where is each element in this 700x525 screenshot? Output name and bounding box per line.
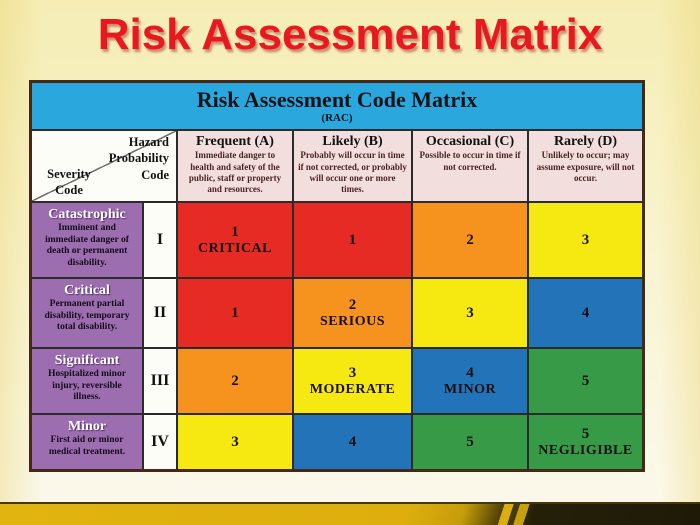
risk-cell-II-rarely: [529, 279, 642, 347]
column-header-description: Possible to occur in time if not corrected.: [419, 150, 521, 172]
severity-description: Hospitalized minor injury, reversible illness.: [48, 369, 126, 403]
column-header-label: Frequent (A): [196, 134, 274, 149]
row-header-minor: [32, 415, 142, 469]
table-subtitle: (RAC): [321, 111, 353, 124]
risk-cell-IV-frequent: [178, 415, 292, 469]
column-header-description: Probably will occur in time if not corrected, or probably will occur one or more times.: [298, 150, 407, 195]
risk-cell-III-occasional: [413, 349, 527, 413]
risk-cell-I-rarely: [529, 203, 642, 277]
risk-value: 2: [231, 373, 239, 389]
risk-cell-II-likely: [294, 279, 411, 347]
column-header-description: Immediate danger to health and safety of the public, staff or property and resources.: [188, 150, 282, 195]
risk-value: 2: [466, 232, 474, 248]
risk-value: 1: [348, 232, 357, 248]
corner-header-cell: [32, 131, 176, 201]
risk-value: 5: [581, 373, 590, 389]
table-title: Risk Assessment Code Matrix: [196, 87, 478, 113]
hazard-probability-code-label: Hazard Probability Code: [108, 135, 169, 182]
severity-description: Permanent partial disability, temporary total disability.: [44, 299, 130, 333]
risk-value: 1: [231, 305, 239, 321]
risk-cell-III-likely: [294, 349, 411, 413]
risk-value: 2: [348, 296, 357, 313]
risk-cell-IV-likely: [294, 415, 411, 469]
risk-value: 4: [581, 305, 590, 321]
risk-label: NEGLIGIBLE: [538, 442, 633, 458]
risk-value: 3: [466, 305, 474, 321]
row-header-significant: [32, 349, 142, 413]
risk-cell-I-frequent: [178, 203, 292, 277]
severity-numeral-IV: IV: [144, 415, 176, 469]
risk-cell-I-occasional: [413, 203, 527, 277]
risk-label: SERIOUS: [320, 313, 385, 329]
column-header-likely: [294, 131, 411, 201]
risk-value: 3: [581, 232, 590, 248]
risk-cell-III-frequent: [178, 349, 292, 413]
slide-title: Risk Assessment Matrix: [97, 10, 603, 59]
risk-assessment-code-matrix-table: [29, 80, 645, 472]
row-header-critical: [32, 279, 142, 347]
table-title-banner: [32, 83, 642, 129]
hazard-stripe-footer: [0, 502, 700, 525]
severity-numeral-II: II: [144, 279, 176, 347]
risk-cell-II-frequent: [178, 279, 292, 347]
severity-numeral-I: I: [144, 203, 176, 277]
column-header-label: Likely (B): [322, 134, 383, 149]
risk-label: CRITICAL: [197, 240, 272, 256]
column-header-frequent: [178, 131, 292, 201]
risk-value: 4: [348, 434, 357, 450]
risk-value: 5: [466, 434, 474, 450]
column-header-description: Unlikely to occur; may assume exposure, will not occur.: [536, 150, 635, 183]
severity-code-label: Severity Code: [47, 166, 91, 197]
risk-value: 1: [231, 223, 239, 240]
risk-cell-IV-rarely: [529, 415, 642, 469]
severity-label: Catastrophic: [48, 207, 126, 222]
severity-label: Critical: [64, 283, 110, 298]
severity-description: First aid or minor medical treatment.: [48, 435, 126, 457]
severity-label: Significant: [54, 353, 120, 368]
risk-value: 3: [348, 364, 357, 381]
column-header-occasional: [413, 131, 527, 201]
risk-cell-I-likely: [294, 203, 411, 277]
severity-description: Imminent and immediate danger of death or permanent disability.: [45, 223, 129, 268]
severity-label: Minor: [67, 419, 107, 434]
column-header-rarely: [529, 131, 642, 201]
risk-cell-III-rarely: [529, 349, 642, 413]
risk-cell-IV-occasional: [413, 415, 527, 469]
risk-value: 3: [231, 434, 239, 450]
column-header-label: Occasional (C): [425, 134, 515, 149]
column-header-label: Rarely (D): [553, 134, 618, 149]
risk-label: MINOR: [443, 381, 497, 397]
risk-cell-II-occasional: [413, 279, 527, 347]
severity-numeral-III: III: [144, 349, 176, 413]
risk-value: 5: [581, 425, 590, 442]
risk-value: 4: [466, 364, 474, 381]
risk-label: MODERATE: [309, 381, 396, 397]
row-header-catastrophic: [32, 203, 142, 277]
